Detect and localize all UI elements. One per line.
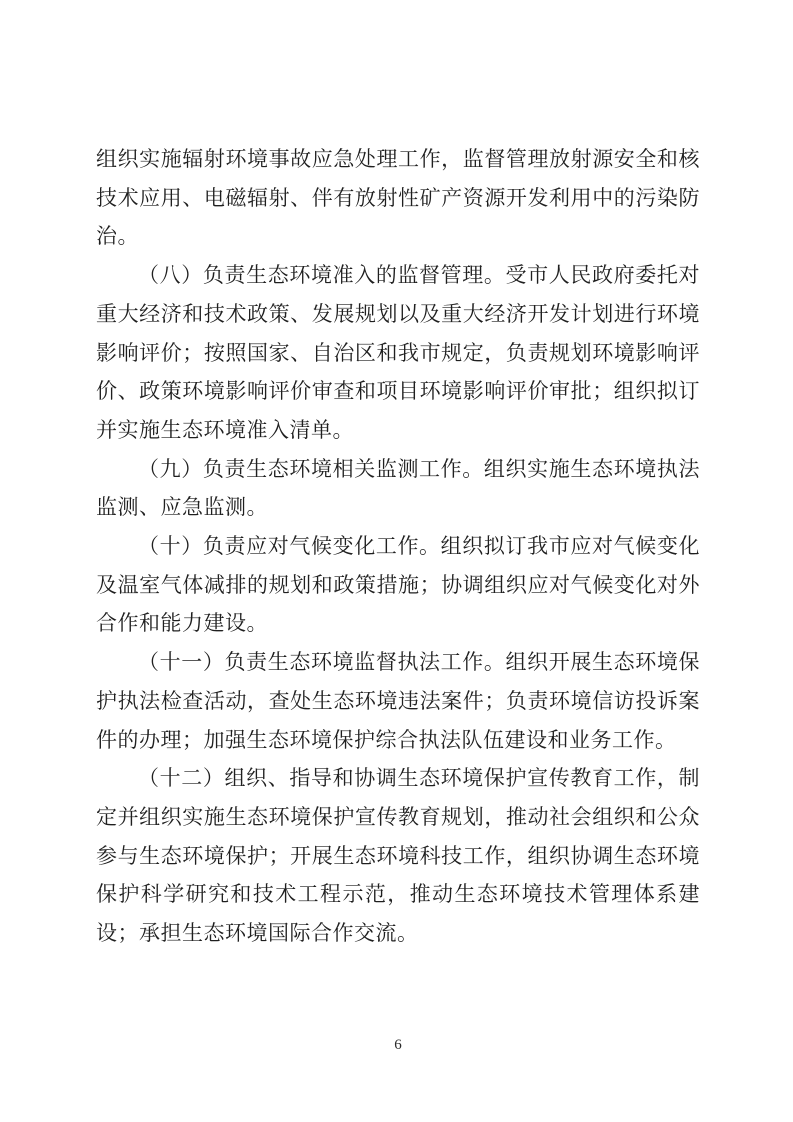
paragraph-item-11: （十一）负责生态环境监督执法工作。组织开展生态环境保护执法检查活动，查处生态环境违法案件；负责环境信访投诉案件的办理；加强生态环境保护综合执法队伍建设和业务工作。 bbox=[96, 650, 700, 752]
document-body bbox=[96, 140, 700, 953]
paragraph-item-8: （八）负责生态环境准入的监督管理。受市人民政府委托对重大经济和技术政策、发展规划以及重大经济开发计划进行环境影响评价；按照国家、自治区和我市规定，负责规划环境影响评价、政策环境影响评价审查和项目环境影响评价审批；组织拟订并实施生态环境准入清单。 bbox=[96, 263, 700, 442]
page-footer bbox=[96, 1036, 700, 1054]
paragraph-item-10: （十）负责应对气候变化工作。组织拟订我市应对气候变化及温室气体减排的规划和政策措施；协调组织应对气候变化对外合作和能力建设。 bbox=[96, 534, 700, 636]
paragraph-continuation: 组织实施辐射环境事故应急处理工作，监督管理放射源安全和核技术应用、电磁辐射、伴有放射性矿产资源开发利用中的污染防治。 bbox=[96, 147, 700, 249]
paragraph-item-9: （九）负责生态环境相关监测工作。组织实施生态环境执法监测、应急监测。 bbox=[96, 456, 700, 520]
page-number: 6 bbox=[394, 1037, 402, 1053]
paragraph-item-12: （十二）组织、指导和协调生态环境保护宣传教育工作，制定并组织实施生态环境保护宣传教育规划，推动社会组织和公众参与生态环境保护；开展生态环境科技工作，组织协调生态环境保护科学研究和技术工程示范，推动生态环境技术管理体系建设；承担生态环境国际合作交流。 bbox=[96, 766, 700, 946]
